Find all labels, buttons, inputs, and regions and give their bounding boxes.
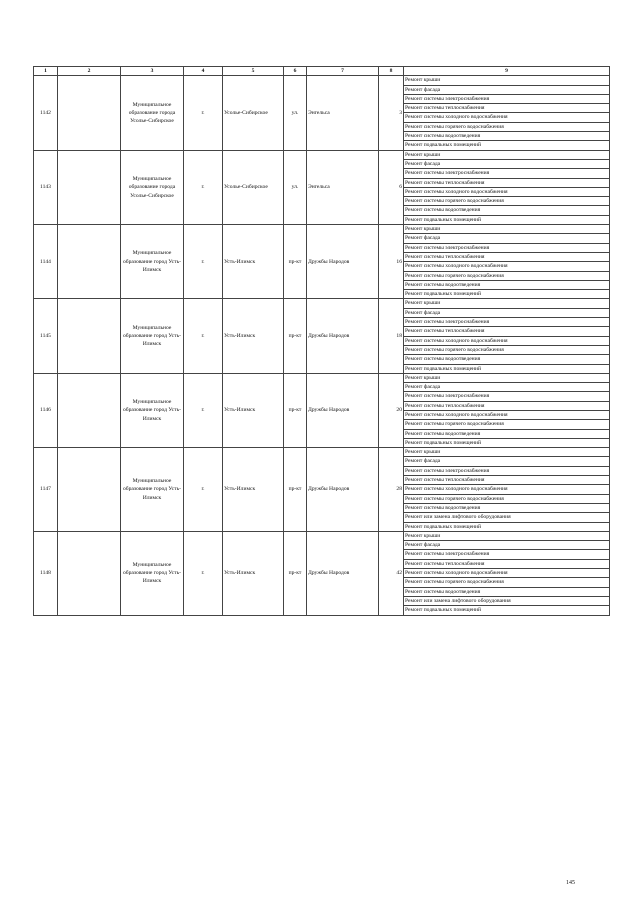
street-type-cell: пр-кт [284,373,307,447]
table-header [34,67,610,76]
work-item-cell: Ремонт системы теплоснабжения [404,476,610,485]
work-item-cell: Ремонт фасада [404,159,610,168]
settlement-cell: Усолье-Сибирское [223,150,284,224]
work-item-cell: Ремонт подвальных помещений [404,522,610,531]
table-body [34,76,610,615]
work-item-cell: Ремонт фасада [404,457,610,466]
house-number-cell: 20 [379,373,404,447]
work-item-cell: Ремонт или замена лифтового оборудования [404,513,610,522]
record-number: 1142 [34,76,58,150]
house-number-cell: 28 [379,448,404,532]
settlement-type-cell: г. [184,448,223,532]
work-item-cell: Ремонт системы водоотведения [404,587,610,596]
settlement-type-cell: г. [184,150,223,224]
settlement-cell: Усть-Илимск [223,225,284,299]
settlement-cell: Усть-Илимск [223,299,284,373]
work-item-cell: Ремонт фасада [404,85,610,94]
settlement-cell: Усть-Илимск [223,531,284,615]
municipality-cell: Муниципальное образование город Усть-Илимск [121,448,184,532]
work-item-cell: Ремонт или замена лифтового оборудования [404,596,610,605]
work-item-cell: Ремонт подвальных помещений [404,606,610,615]
record-number: 1147 [34,448,58,532]
work-item-cell: Ремонт системы горячего водоснабжения [404,122,610,131]
work-item-cell: Ремонт системы электроснабжения [404,318,610,327]
page-number: 145 [566,880,575,886]
header-col-2: 2 [58,67,121,76]
record-col2 [58,76,121,150]
work-item-cell: Ремонт системы водоотведения [404,503,610,512]
street-type-cell: ул. [284,76,307,150]
work-item-cell: Ремонт системы водоотведения [404,132,610,141]
street-type-cell: пр-кт [284,299,307,373]
settlement-type-cell: г. [184,76,223,150]
work-item-cell: Ремонт крыши [404,531,610,540]
house-number-cell: 18 [379,299,404,373]
work-item-cell: Ремонт системы холодного водоснабжения [404,113,610,122]
work-item-cell: Ремонт крыши [404,225,610,234]
house-number-cell: 16 [379,225,404,299]
municipality-cell: Муниципальное образование город Усть-Илимск [121,225,184,299]
work-item-cell: Ремонт системы теплоснабжения [404,104,610,113]
table-row [34,225,610,234]
work-item-cell: Ремонт системы холодного водоснабжения [404,410,610,419]
work-item-cell: Ремонт подвальных помещений [404,364,610,373]
street-cell: Дружбы Народов [307,225,379,299]
house-number-cell: 42 [379,531,404,615]
street-type-cell: пр-кт [284,531,307,615]
table-row [34,76,610,85]
municipality-cell: Муниципальное образование города Усолье-Сибирское [121,150,184,224]
work-item-cell: Ремонт крыши [404,150,610,159]
work-item-cell: Ремонт системы водоотведения [404,280,610,289]
work-item-cell: Ремонт системы электроснабжения [404,466,610,475]
street-cell: Энгельса [307,150,379,224]
work-item-cell: Ремонт фасада [404,541,610,550]
work-item-cell: Ремонт системы холодного водоснабжения [404,262,610,271]
work-item-cell: Ремонт системы теплоснабжения [404,178,610,187]
record-number: 1143 [34,150,58,224]
work-item-cell: Ремонт подвальных помещений [404,290,610,299]
work-item-cell: Ремонт системы холодного водоснабжения [404,569,610,578]
municipality-cell: Муниципальное образование города Усолье-Сибирское [121,76,184,150]
work-item-cell: Ремонт фасада [404,308,610,317]
street-type-cell: ул. [284,150,307,224]
work-item-cell: Ремонт системы теплоснабжения [404,252,610,261]
work-item-cell: Ремонт системы холодного водоснабжения [404,336,610,345]
work-item-cell: Ремонт системы электроснабжения [404,550,610,559]
work-item-cell: Ремонт подвальных помещений [404,215,610,224]
work-item-cell: Ремонт фасада [404,234,610,243]
street-type-cell: пр-кт [284,448,307,532]
record-col2 [58,448,121,532]
work-item-cell: Ремонт системы водоотведения [404,355,610,364]
header-col-7: 7 [307,67,379,76]
work-item-cell: Ремонт системы электроснабжения [404,243,610,252]
record-col2 [58,373,121,447]
record-col2 [58,150,121,224]
work-item-cell: Ремонт системы водоотведения [404,429,610,438]
work-item-cell: Ремонт крыши [404,448,610,457]
work-item-cell: Ремонт системы теплоснабжения [404,401,610,410]
street-cell: Дружбы Народов [307,299,379,373]
table-row [34,299,610,308]
house-number-cell: 6 [379,150,404,224]
header-col-6: 6 [284,67,307,76]
header-row [34,67,610,76]
record-col2 [58,531,121,615]
street-cell: Дружбы Народов [307,373,379,447]
header-col-3: 3 [121,67,184,76]
work-item-cell: Ремонт системы горячего водоснабжения [404,578,610,587]
header-col-4: 4 [184,67,223,76]
work-item-cell: Ремонт системы теплоснабжения [404,559,610,568]
work-item-cell: Ремонт системы электроснабжения [404,94,610,103]
header-col-1: 1 [34,67,58,76]
street-cell: Энгельса [307,76,379,150]
work-item-cell: Ремонт системы горячего водоснабжения [404,420,610,429]
settlement-cell: Усть-Илимск [223,373,284,447]
table-row [34,448,610,457]
settlement-type-cell: г. [184,531,223,615]
work-item-cell: Ремонт системы горячего водоснабжения [404,197,610,206]
work-item-cell: Ремонт подвальных помещений [404,438,610,447]
street-cell: Дружбы Народов [307,531,379,615]
municipality-cell: Муниципальное образование город Усть-Илимск [121,531,184,615]
settlement-cell: Усолье-Сибирское [223,76,284,150]
record-col2 [58,225,121,299]
municipality-cell: Муниципальное образование город Усть-Илимск [121,299,184,373]
work-item-cell: Ремонт системы горячего водоснабжения [404,345,610,354]
work-item-cell: Ремонт системы теплоснабжения [404,327,610,336]
work-item-cell: Ремонт системы горячего водоснабжения [404,494,610,503]
municipality-cell: Муниципальное образование город Усть-Илимск [121,373,184,447]
record-col2 [58,299,121,373]
settlement-type-cell: г. [184,373,223,447]
record-number: 1146 [34,373,58,447]
header-col-5: 5 [223,67,284,76]
work-item-cell: Ремонт крыши [404,373,610,382]
street-type-cell: пр-кт [284,225,307,299]
table-row [34,373,610,382]
settlement-type-cell: г. [184,225,223,299]
work-item-cell: Ремонт фасада [404,383,610,392]
work-item-cell: Ремонт системы холодного водоснабжения [404,187,610,196]
header-col-8: 8 [379,67,404,76]
house-number-cell: 3 [379,76,404,150]
work-item-cell: Ремонт системы горячего водоснабжения [404,271,610,280]
work-item-cell: Ремонт системы электроснабжения [404,392,610,401]
table-row [34,150,610,159]
work-item-cell: Ремонт подвальных помещений [404,141,610,150]
register-table [33,66,610,616]
settlement-type-cell: г. [184,299,223,373]
work-item-cell: Ремонт крыши [404,299,610,308]
work-item-cell: Ремонт системы электроснабжения [404,169,610,178]
work-item-cell: Ремонт системы холодного водоснабжения [404,485,610,494]
record-number: 1145 [34,299,58,373]
header-col-9: 9 [404,67,610,76]
work-item-cell: Ремонт крыши [404,76,610,85]
work-item-cell: Ремонт системы водоотведения [404,206,610,215]
table-row [34,531,610,540]
record-number: 1144 [34,225,58,299]
street-cell: Дружбы Народов [307,448,379,532]
record-number: 1148 [34,531,58,615]
settlement-cell: Усть-Илимск [223,448,284,532]
